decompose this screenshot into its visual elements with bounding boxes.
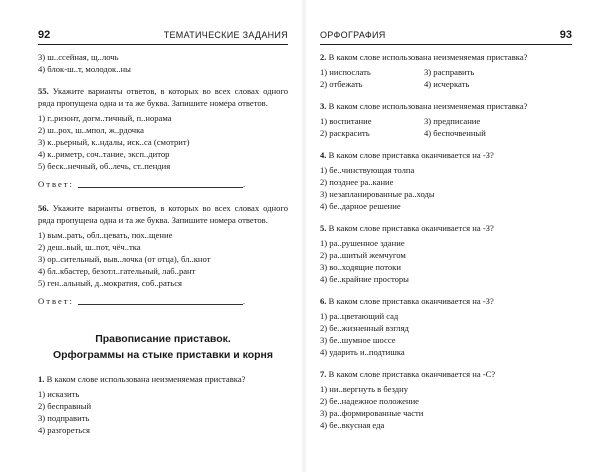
- right-running-head: [320, 24, 572, 45]
- task-number: 6.: [320, 296, 327, 306]
- section-title-line-2: Орфограммы на стыке приставки и корня: [52, 349, 274, 361]
- option: 3) бе..шумное шоссе: [320, 335, 396, 345]
- answer-row: Ответ: .: [38, 296, 246, 306]
- task-2: [320, 51, 572, 90]
- option: 1) вым..рать, обл..цевать, пох..щение: [38, 230, 173, 240]
- option: 1) воспитание: [320, 116, 372, 126]
- task-options: [38, 112, 288, 172]
- task-text: В каком слове приставка оканчивается на -З?: [328, 223, 494, 233]
- task-options: [320, 164, 572, 212]
- option: 2) бе..надежное положение: [320, 396, 419, 406]
- option: 2) отбежать: [320, 79, 363, 89]
- task-prompt: [38, 202, 288, 226]
- option: 3) ш..ссейная, щ..лочь: [38, 52, 119, 62]
- answer-line[interactable]: [78, 187, 243, 188]
- option: 4) ударить и..подтишка: [320, 347, 405, 357]
- task-text: В каком слове приставка оканчивается на -З?: [328, 296, 494, 306]
- option: 1) г..ризонт, догм..тичный, п..норама: [38, 113, 172, 123]
- option: 1) ни..вергнуть в бездну: [320, 384, 409, 394]
- option: 4) бе..дарное решение: [320, 201, 401, 211]
- option: 2) ш..рох, ш..мпол, ж..рдочка: [38, 125, 144, 135]
- task-number: 4.: [320, 150, 327, 160]
- task-number: 5.: [320, 223, 327, 233]
- answer-label: Ответ:: [38, 296, 74, 306]
- option: 1) ра..цветающий сад: [320, 311, 399, 321]
- task-options: [320, 115, 572, 139]
- left-running-title: ТЕМАТИЧЕСКИЕ ЗАДАНИЯ: [163, 30, 288, 40]
- task-number: 2.: [320, 52, 327, 62]
- option: 4) бл..кбастер, безотл..гательный, лаб..рант: [38, 266, 196, 276]
- option: 4) блок-ш..т, молодок..ны: [38, 64, 131, 74]
- task-number: 3.: [320, 101, 327, 111]
- task-6: [320, 295, 572, 358]
- task-options: [38, 229, 288, 289]
- left-page-number: 92: [38, 29, 51, 41]
- option: 2) бесправный: [38, 401, 92, 411]
- task-options: [320, 237, 572, 285]
- option: 1) ниспослать: [320, 67, 371, 77]
- option: 4) беспочвенный: [424, 128, 486, 138]
- option: 2) деш..вый, ш..пот, чёч..тка: [38, 242, 141, 252]
- task-options: [38, 388, 288, 436]
- task-4: [320, 149, 572, 212]
- option: 3) к..рьерный, к..ндалы, иск..са (смотрит): [38, 137, 190, 147]
- task-text: В каком слове использована неизменяемая приставка?: [46, 374, 246, 384]
- task-text: В каком слове использована неизменяемая приставка?: [328, 52, 528, 62]
- option: 4) к..риметр, соч..тание, эксп..дитор: [38, 149, 170, 159]
- option: 4) бе..крайние просторы: [320, 274, 409, 284]
- task-text: В каком слове использована неизменяемая приставка?: [328, 101, 528, 111]
- task-options: [320, 310, 572, 358]
- option: 3) подправить: [38, 413, 90, 423]
- option: 2) раскрасить: [320, 128, 370, 138]
- option: 2) позднее ра..кание: [320, 177, 394, 187]
- task-1: [38, 373, 288, 436]
- task-text: В каком слове приставка оканчивается на -З?: [328, 150, 494, 160]
- option: 3) во..ходящие потоки: [320, 262, 401, 272]
- option: 3) незапланированные ра..ходы: [320, 189, 435, 199]
- answer-label: Ответ:: [38, 179, 74, 189]
- option: 3) предписание: [424, 116, 481, 126]
- task-prompt: [320, 100, 572, 112]
- task-prompt: [320, 51, 572, 63]
- option: 3) расправить: [424, 67, 475, 77]
- answer-row: Ответ: .: [38, 179, 246, 189]
- task-56: [38, 202, 288, 307]
- option: 3) ор..сительный, выв..лочка (от отца), бл..кнот: [38, 254, 211, 264]
- right-running-title: ОРФОГРАФИЯ: [320, 30, 386, 40]
- option: 2) ра..шитый жемчугом: [320, 250, 406, 260]
- task-3: [320, 100, 572, 139]
- task-number: 56.: [38, 203, 49, 213]
- task-5: [320, 222, 572, 285]
- task-number: 55.: [38, 86, 49, 96]
- task-prompt: [320, 222, 572, 234]
- option: 2) бе..жизненный взгляд: [320, 323, 409, 333]
- left-running-head: [38, 24, 288, 45]
- right-page-number: 93: [559, 29, 572, 41]
- answer-line[interactable]: [78, 304, 243, 305]
- section-title-line-1: Правописание приставок.: [95, 333, 231, 345]
- right-page: [306, 0, 608, 472]
- task-prompt: [320, 295, 572, 307]
- carry-options: [38, 51, 288, 75]
- option: 5) беск..нечный, об..лечь, ст..пендия: [38, 161, 171, 171]
- option: 4) исчеркать: [424, 79, 470, 89]
- task-text: Укажите варианты ответов, в которых во всех словах одного ряда пропущена одна и та же буква. Запишите номера ответов.: [38, 86, 288, 108]
- task-options: [320, 66, 572, 90]
- task-number: 1.: [38, 374, 45, 384]
- task-text: В каком слове приставка оканчивается на -С?: [328, 369, 496, 379]
- section-title: [38, 331, 288, 363]
- option: 4) бе..вкусная еда: [320, 420, 385, 430]
- task-prompt: [38, 85, 288, 109]
- task-options: [320, 383, 572, 431]
- option: 5) ген..альный, д..мократия, соб..раться: [38, 278, 182, 288]
- task-55: [38, 85, 288, 190]
- task-7: [320, 368, 572, 431]
- option: 1) бе..чинствующая толпа: [320, 165, 415, 175]
- option: 4) разгореться: [38, 425, 90, 435]
- task-text: Укажите варианты ответов, в которых во всех словах одного ряда пропущена одна и та же буква. Запишите номера ответов.: [38, 203, 288, 225]
- left-page: [0, 0, 302, 472]
- option: 3) ра..формированные части: [320, 408, 424, 418]
- option: 1) исказить: [38, 389, 80, 399]
- task-prompt: [320, 149, 572, 161]
- task-prompt: [320, 368, 572, 380]
- option: 1) ра..рушенное здание: [320, 238, 405, 248]
- task-prompt: [38, 373, 288, 385]
- task-number: 7.: [320, 369, 327, 379]
